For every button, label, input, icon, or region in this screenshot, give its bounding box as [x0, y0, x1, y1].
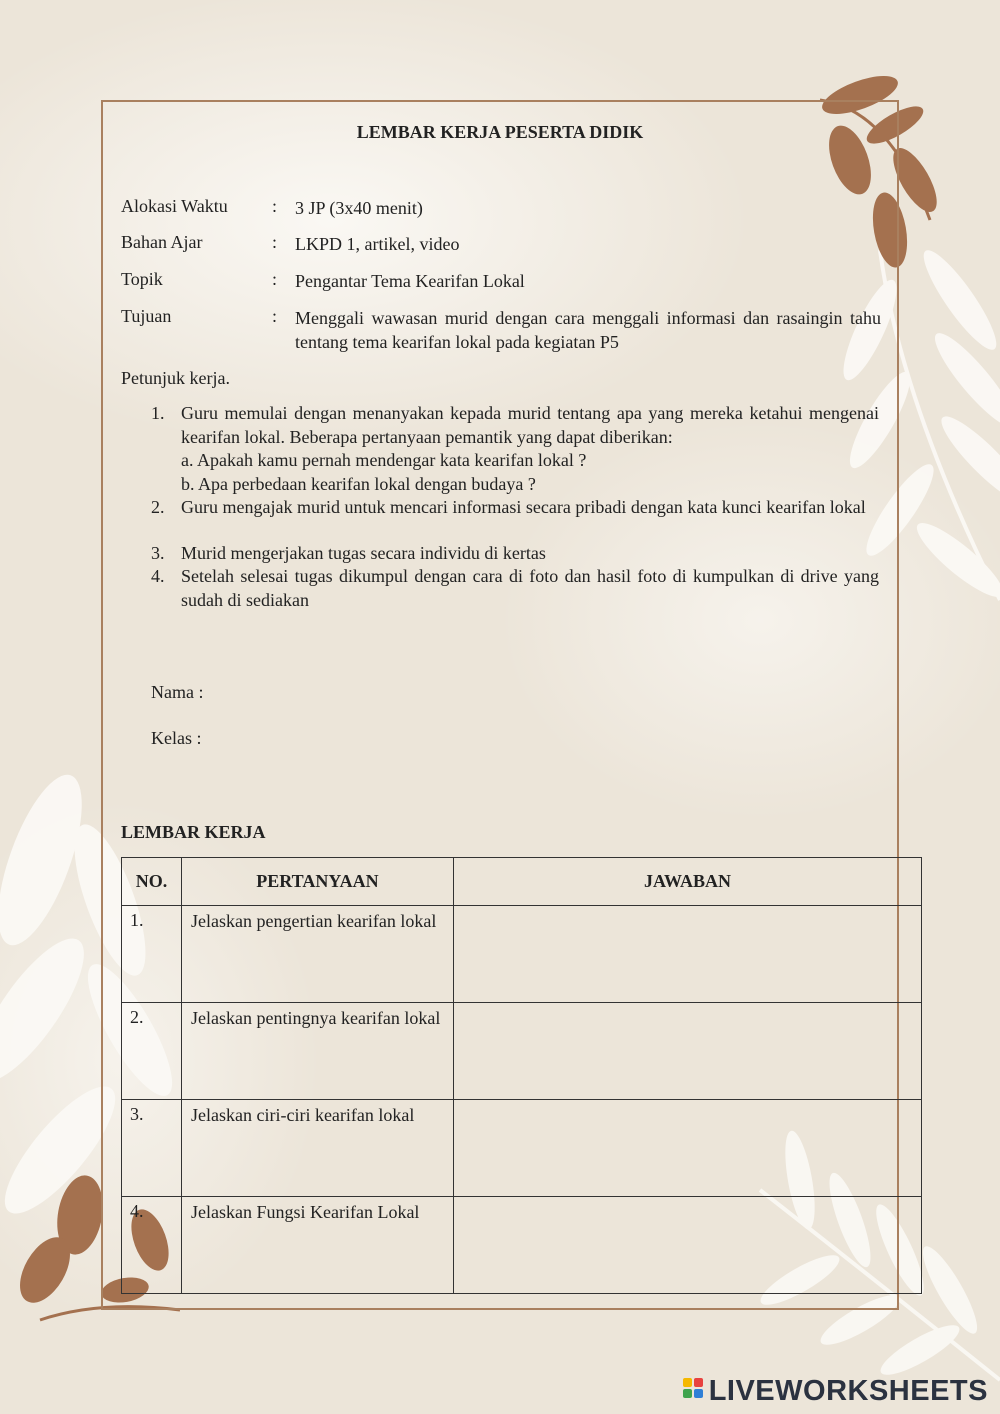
answer-cell[interactable] [454, 1100, 922, 1197]
meta-label: Bahan Ajar [121, 232, 203, 252]
meta-value: Pengantar Tema Kearifan Lokal [295, 271, 525, 291]
table-row [122, 1100, 922, 1197]
nama-label: Nama : [151, 682, 204, 702]
instruction-text: Guru mengajak murid untuk mencari informasi secara pribadi dengan kata kunci kearifan lokal [181, 497, 866, 517]
instruction-number: 2. [151, 497, 165, 517]
liveworksheets-mark-icon [683, 1378, 705, 1404]
liveworksheets-brand-text: LIVEWORKSHEETS [708, 1374, 988, 1407]
instruction-number: 1. [151, 403, 165, 423]
row-question: Jelaskan Fungsi Kearifan Lokal [182, 1197, 454, 1294]
meta-value: Menggali wawasan murid dengan cara menggali informasi dan rasaingin tahu tentang tema kearifan lokal pada kegiatan P5 [295, 308, 881, 352]
row-question: Jelaskan pengertian kearifan lokal [182, 906, 454, 1003]
table-row [122, 1197, 922, 1294]
table-row [122, 906, 922, 1003]
instruction-number: 3. [151, 543, 165, 563]
instruction-text: Setelah selesai tugas dikumpul dengan cara di foto dan hasil foto di kumpulkan di drive yang sudah di sediakan [181, 566, 879, 610]
table-header-row [122, 858, 922, 906]
row-number: 4. [122, 1197, 182, 1294]
row-question: Jelaskan pentingnya kearifan lokal [182, 1003, 454, 1100]
row-number: 1. [122, 906, 182, 1003]
answer-cell[interactable] [454, 1003, 922, 1100]
answer-cell[interactable] [454, 906, 922, 1003]
meta-label: Topik [121, 269, 163, 289]
instruction-text: Guru memulai dengan menanyakan kepada murid tentang apa yang mereka ketahui mengenai kearifan lokal. Beberapa pertanyaan pemantik yang dapat diberikan: [181, 403, 879, 447]
kelas-label: Kelas : [151, 728, 202, 748]
meta-colon: : [272, 306, 278, 326]
meta-colon: : [272, 232, 278, 252]
instruction-number: 4. [151, 566, 165, 586]
row-question: Jelaskan ciri-ciri kearifan lokal [182, 1100, 454, 1197]
row-number: 2. [122, 1003, 182, 1100]
meta-colon: : [272, 196, 278, 216]
row-number: 3. [122, 1100, 182, 1197]
header-jawaban: JAWABAN [454, 858, 922, 906]
page-title: LEMBAR KERJA PESERTA DIDIK [356, 122, 644, 142]
table-row [122, 1003, 922, 1100]
meta-value: LKPD 1, artikel, video [295, 234, 460, 254]
worksheet-table [121, 857, 922, 1294]
liveworksheets-logo[interactable] [683, 1376, 988, 1406]
instruction-sub-b: b. Apa perbedaan kearifan lokal dengan budaya ? [181, 473, 536, 494]
instruction-text: Murid mengerjakan tugas secara individu di kertas [181, 543, 546, 563]
instruction-text-block [181, 402, 879, 496]
meta-value: 3 JP (3x40 menit) [295, 198, 423, 218]
meta-colon: : [272, 269, 278, 289]
petunjuk-label: Petunjuk kerja. [121, 368, 230, 388]
header-no: NO. [122, 858, 182, 906]
meta-label: Tujuan [121, 306, 172, 326]
header-pertanyaan: PERTANYAAN [182, 858, 454, 906]
answer-cell[interactable] [454, 1197, 922, 1294]
worksheet-title: LEMBAR KERJA [121, 822, 266, 842]
instruction-sub-a: a. Apakah kamu pernah mendengar kata kearifan lokal ? [181, 450, 587, 470]
meta-label: Alokasi Waktu [121, 196, 228, 216]
